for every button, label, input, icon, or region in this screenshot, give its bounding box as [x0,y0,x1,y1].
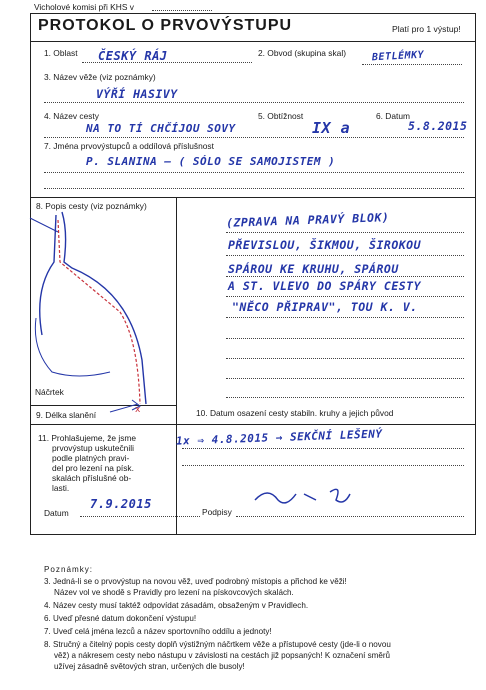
field-district-label: 2. Obvod (skupina skal) [258,48,346,58]
note-7: 7. Uveď celá jména lezců a název sportovního oddílu a jednoty! [44,627,272,636]
notes-heading: Poznámky: [44,565,94,574]
note-8-cont-2: užívej zásadně světových stran, určených dle busoly! [54,662,245,671]
sketch-label: Náčrtek [35,387,64,397]
route-description-line-2: PŘEVISLOU, ŠIKMOU, ŠIROKOU [228,238,422,252]
sketch-left-branch [30,218,110,376]
field-region-label: 1. Oblast [44,48,78,58]
route-line-sketch [58,220,140,404]
route-description-line-1: (ZPRAVA NA PRAVÝ BLOK) [225,210,390,230]
route-description-line-4: A ST. VLEVO DO SPÁRY CESTY [228,279,422,293]
note-4: 4. Název cesty musí taktéž odpovídat zásadám, obsaženým v Pravidlech. [44,601,309,610]
sketch-cross-mark: x [135,405,141,415]
section-9-top-rule [30,424,475,425]
route-description-line-5: "NĚCO PŘIPRAV", TOU K. V. [232,300,418,314]
note-6: 6. Uveď přesné datum dokončení výstupu! [44,614,197,623]
declaration-line-4: del pro lezení na písk. [52,463,134,473]
field-description-label: 8. Popis cesty (viz poznámky) [36,201,147,211]
field-date-label: 6. Datum [376,111,410,121]
bolts-underline-2 [182,465,464,466]
signature-scribble [255,489,350,503]
field-grade-value[interactable]: IX a [312,119,351,137]
top-text: Vicholové komisi při KHS v [34,2,134,12]
page-title: PROTOKOL O PRVOVÝSTUPU [38,17,293,34]
signature-underline [236,516,464,517]
field-bolts-value[interactable]: 1x ⇒ 4.8.2015 → SEKČNÍ LEŠENÝ [175,427,383,448]
field-bolts-label: 10. Datum osazení cesty stabiln. kruhy a jejich původ [196,408,394,418]
field-route-value[interactable]: NA TO TÍ CHČÍJOU SOVY [86,122,236,135]
declaration-line-5: skalách příslušné ob- [52,473,132,483]
field-grade-label: 5. Obtížnost [258,111,304,121]
date-underline [80,516,200,517]
field-tower-value[interactable]: VÝŘÍ HASIVY [96,87,178,101]
declaration-line-6: lasti. [52,483,70,493]
date-value[interactable]: 7.9.2015 [90,497,152,511]
bolts-underline-1 [182,448,464,449]
signature-label: Podpisy [202,507,232,517]
field-climbers-value[interactable]: P. SLANINA – ( SÓLO SE SAMOJISTEM ) [86,155,336,168]
note-8: 8. Stručný a čitelný popis cesty doplň výstižným náčrtkem věže a přístupové cesty (jde-li o novou [44,640,391,649]
declaration-line-1: 11. Prohlašujeme, že jsme [38,433,137,443]
note-3: 3. Jedná-li se o prvovýstup na novou věž, uveď podrobný místopis a přichod ke věži! [44,577,347,586]
declaration-line-2: prvovýstup uskutečnili [52,443,134,453]
field-region-value[interactable]: ČESKÝ RÁJ [98,49,168,63]
route-description-line-3: SPÁROU KE KRUHU, SPÁROU [228,262,399,276]
field-district-value[interactable]: BETLÉMKY [371,49,425,64]
field-route-label: 4. Název cesty [44,111,99,121]
note-3-cont: Název vol ve shodě s Pravidly pro lezení na pískovcových skalách. [54,588,294,597]
date-label: Datum [44,508,69,518]
field-climbers-label: 7. Jména prvovýstupců a oddílová příslušnost [44,141,214,151]
field-tower-label: 3. Název věže (viz poznámky) [44,72,156,82]
valid-for-note: Platí pro 1 výstup! [392,24,461,34]
section-10-divider [176,404,177,534]
field-date-value[interactable]: 5.8.2015 [408,119,468,133]
declaration-line-3: podle platných pravi- [52,453,130,463]
note-8-cont-1: věž) a nákresem cesty nebo nástupu v závislosti na cestách již popsaných! K označení směrů [54,651,391,660]
field-rappel-label: 9. Délka slanění [36,410,97,420]
